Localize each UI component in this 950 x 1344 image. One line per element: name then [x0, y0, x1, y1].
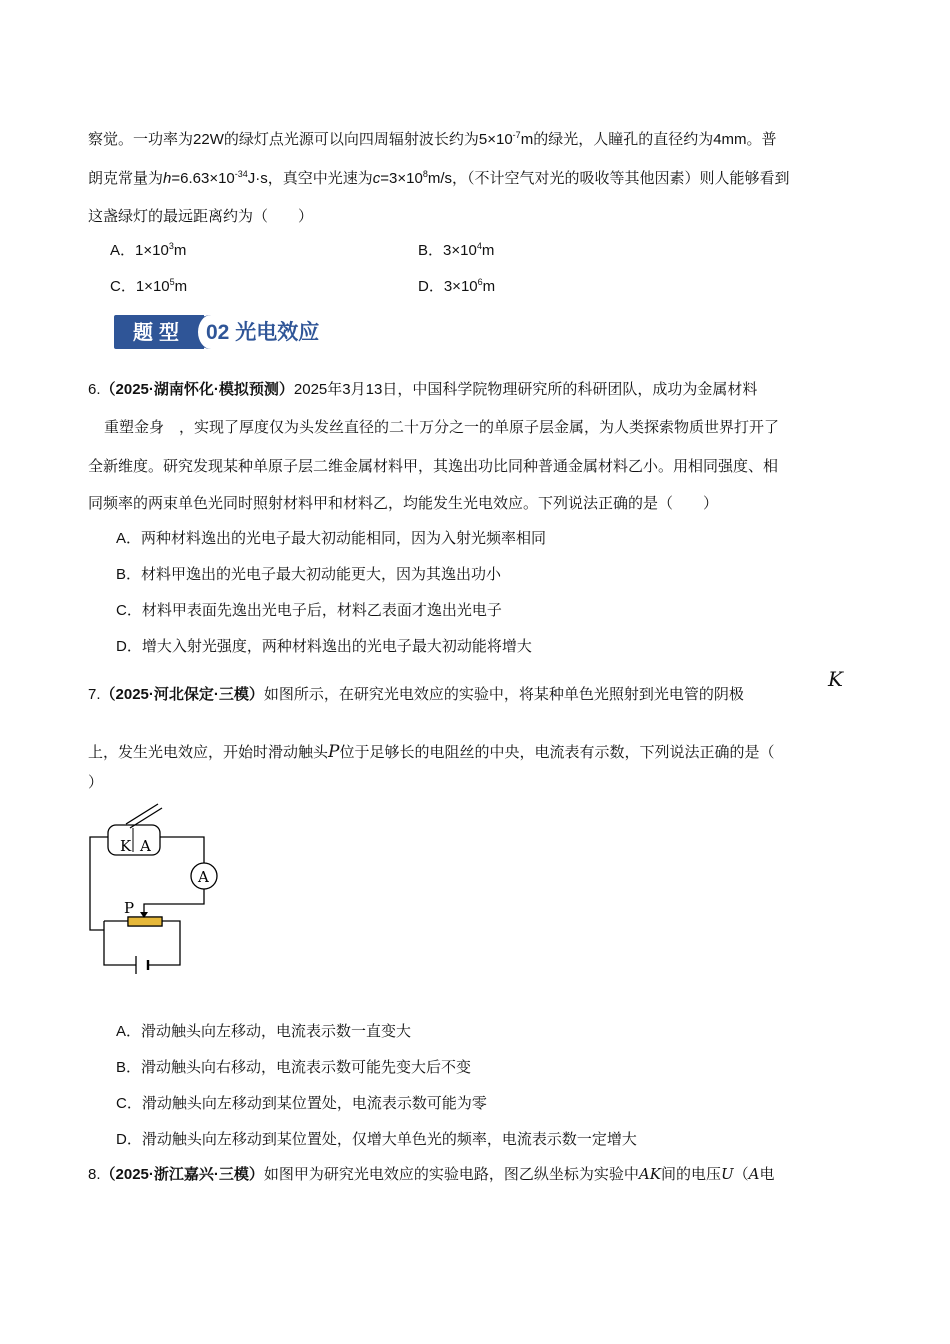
text: ，真空中光速为: [267, 169, 373, 187]
text: 日，中国科学院物理研究所的科研团队，成功为金属材料: [382, 380, 758, 398]
option-label: C．: [116, 1095, 142, 1112]
option-label: B．: [418, 242, 444, 259]
q6-line-4: 同频率的两束单色光同时照射材料甲和材料乙，均能发生光电效应。下列说法正确的是（ ）: [88, 494, 719, 512]
q6-line-3: 全新维度。研究发现某种单原子层二维金属材料甲，其逸出功比同种普通金属材料乙小。用相同强度、相: [88, 457, 779, 475]
text: 3: [342, 381, 351, 398]
text: 2025: [293, 381, 328, 398]
q5-line-1: [88, 128, 777, 151]
option-text: 两种材料逸出的光电子最大初动能相同，因为入射光频率相同: [141, 529, 547, 547]
text: J·s: [247, 170, 268, 187]
option-label: D．: [116, 638, 142, 655]
option-label: D．: [418, 278, 444, 295]
ammeter-label: A: [198, 868, 209, 886]
text: ，（不计空气对光的吸收等其他因素）则人能够看到: [452, 169, 790, 187]
q7-option-b[interactable]: [116, 1056, 471, 1079]
q5-option-d[interactable]: [418, 276, 495, 298]
option-text: 滑动触头向右移动，电流表示数可能先变大后不变: [141, 1058, 472, 1076]
text: 位于足够长的电阻丝的中央，电流表有示数，下列说法正确的是（: [339, 743, 775, 761]
text: 电: [759, 1165, 775, 1183]
option-label: A．: [116, 530, 142, 547]
wire-top: [160, 837, 204, 863]
option-text: 滑动触头向左移动到某位置处，电流表示数可能为零: [141, 1094, 487, 1112]
q6-option-a[interactable]: [116, 527, 546, 550]
q6-option-b[interactable]: [116, 563, 501, 586]
question-source: （2025·湖南怀化·模拟预测）: [100, 381, 294, 398]
q6-option-d[interactable]: [116, 635, 532, 658]
q6-option-c[interactable]: [116, 599, 502, 622]
q5-line-3: 这盏绿灯的最远距离约为（ ）: [88, 207, 314, 225]
q5-option-c[interactable]: [110, 276, 187, 298]
q7-line-3: ）: [88, 773, 104, 791]
symbol-p: P: [328, 742, 340, 762]
q8-line-1: [88, 1163, 775, 1186]
wire-right: [148, 921, 180, 965]
q5-option-b[interactable]: [418, 240, 494, 262]
symbol-ak: AK: [638, 1165, 661, 1183]
text: 间的电压: [660, 1165, 721, 1183]
option-text: 材料甲逸出的光电子最大初动能更大，因为其逸出功小: [141, 565, 502, 583]
cathode-symbol-k: K: [828, 667, 843, 691]
text: 3×10: [443, 242, 477, 259]
q7-option-a[interactable]: [116, 1020, 411, 1043]
circuit-label-p: P: [124, 899, 135, 917]
text: m: [174, 278, 188, 295]
superscript: -34: [234, 169, 248, 179]
superscript: 8: [422, 169, 428, 179]
text: 1×10: [135, 278, 170, 295]
q5-option-a[interactable]: [110, 240, 186, 262]
superscript: 4: [476, 241, 482, 251]
q6-line-1: [88, 378, 757, 401]
photoelectric-circuit-diagram: [84, 800, 224, 990]
option-label: D．: [116, 1131, 142, 1148]
superscript: 5: [169, 277, 175, 287]
text: 月: [350, 380, 366, 398]
option-text: 滑动触头向左移动到某位置处，仅增大单色光的频率，电流表示数一定增大: [141, 1130, 637, 1148]
text: m: [173, 242, 187, 259]
q6-line-2: 重塑金身 ，实现了厚度仅为头发丝直径的二十万分之一的单原子层金属，为人类探索物质世界打开了: [104, 418, 780, 436]
text: 上，发生光电效应，开始时滑动触头: [88, 743, 329, 761]
section-badge: 题型: [114, 315, 204, 349]
text: m: [482, 278, 496, 295]
q7-option-c[interactable]: [116, 1092, 487, 1115]
option-label: A．: [116, 1023, 142, 1040]
q5-line-2: [88, 167, 790, 190]
circuit-label-a: A: [140, 837, 151, 855]
wire-bottom-left: [104, 921, 136, 965]
text: 如图所示，在研究光电效应的实验中，将某种单色光照射到光电管的阴极: [263, 685, 744, 703]
option-label: B．: [116, 566, 142, 583]
text: 5×10: [478, 131, 513, 148]
q7-line-1: [88, 683, 744, 706]
resistor-fill: [128, 917, 162, 926]
option-text: 滑动触头向左移动，电流表示数一直变大: [141, 1022, 412, 1040]
q7-line-2: [88, 741, 774, 763]
question-number: 8.: [88, 1166, 101, 1183]
text: 的绿光，人瞳孔的直径约为: [533, 130, 714, 148]
question-source: （2025·河北保定·三模）: [100, 686, 264, 703]
question-number: 7.: [88, 686, 101, 703]
text: 1×10: [135, 242, 169, 259]
text: m: [481, 242, 495, 259]
photoelectric-tube: [108, 825, 160, 855]
text: h: [163, 170, 172, 187]
text: m/s: [427, 170, 453, 187]
text: =3×10: [380, 170, 423, 187]
wire-left: [90, 837, 108, 930]
text: m: [520, 131, 534, 148]
superscript: 3: [168, 241, 174, 251]
symbol-u: U: [720, 1165, 734, 1183]
section-title: 02 光电效应: [206, 321, 320, 344]
text: 22W: [193, 131, 224, 148]
text: 察觉。一功率为: [88, 130, 194, 148]
text: 朗克常量为: [88, 169, 164, 187]
option-text: 增大入射光强度，两种材料逸出的光电子最大初动能将增大: [141, 637, 532, 655]
option-label: C．: [116, 602, 142, 619]
text: 4mm: [713, 131, 747, 148]
option-label: B．: [116, 1059, 142, 1076]
text: =6.63×10: [171, 170, 235, 187]
text: c: [372, 170, 381, 187]
question-number: 6.: [88, 381, 101, 398]
symbol-a: A: [748, 1165, 760, 1183]
wire-slider: [144, 889, 204, 914]
option-label: C．: [110, 278, 136, 295]
text: 。普: [746, 130, 777, 148]
text: 如图甲为研究光电效应的实验电路，图乙纵坐标为实验中: [263, 1165, 639, 1183]
superscript: -7: [512, 130, 521, 140]
text: （: [733, 1165, 749, 1183]
text: 的绿灯点光源可以向四周辐射波长约为: [223, 130, 479, 148]
option-label: A．: [110, 242, 136, 259]
circuit-label-k: K: [120, 837, 132, 855]
option-text: 材料甲表面先逸出光电子后，材料乙表面才逸出光电子: [141, 601, 502, 619]
q7-option-d[interactable]: [116, 1128, 637, 1151]
text: 13: [365, 381, 383, 398]
superscript: 6: [477, 277, 483, 287]
question-source: （2025·浙江嘉兴·三模）: [100, 1166, 264, 1183]
text: 3×10: [443, 278, 478, 295]
text: 年: [327, 380, 343, 398]
